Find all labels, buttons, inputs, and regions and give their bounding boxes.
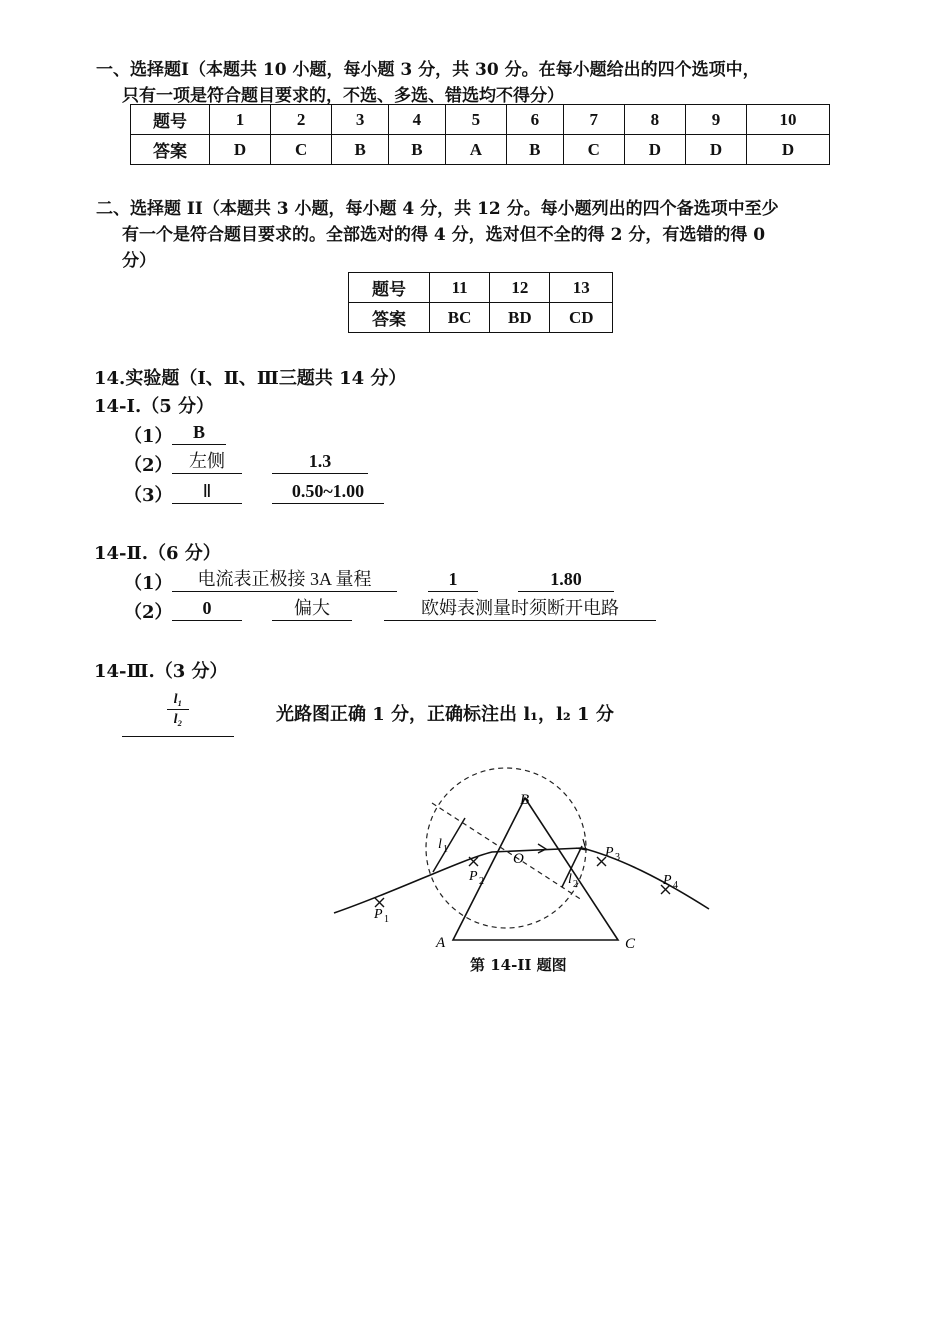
table-row-answers	[349, 303, 613, 333]
label-P2-sub: 2	[479, 876, 484, 887]
section1-line2: 只有一项是符合题目要求的，不选、多选、错选均不得分）	[122, 86, 564, 106]
table-row-numbers	[131, 105, 830, 135]
label-l2-sub: 2	[573, 879, 578, 890]
fraction-numerator: l₁	[173, 692, 183, 707]
label-P3-sub: 3	[615, 852, 620, 863]
table-cell: 3	[332, 105, 389, 135]
label-l2: l	[568, 872, 572, 887]
table-cell: A	[445, 135, 506, 165]
table-header-ans: 答案	[349, 303, 430, 333]
label-P4-sub: 4	[673, 880, 678, 891]
answer-blank: B	[172, 420, 226, 445]
table-cell: D	[624, 135, 685, 165]
answer-blank: 0	[172, 596, 242, 621]
section2-line1: 二、选择题 II（本题共 3 小题，每小题 4 分，共 12 分。每小题列出的四个备选项中至少	[96, 199, 779, 219]
label-A: A	[436, 935, 446, 951]
q14-part1-title: 14-Ⅰ.（5 分）	[94, 396, 214, 417]
answer-blank: 偏大	[272, 596, 352, 621]
table-cell: 5	[445, 105, 506, 135]
fraction-denominator: l₂	[173, 712, 183, 727]
label-P4: P	[663, 873, 672, 888]
label-P1-sub: 1	[384, 914, 389, 925]
table-cell: 1	[210, 105, 271, 135]
q14-title: 14.实验题（Ⅰ、Ⅱ、Ⅲ三题共 14 分）	[94, 368, 407, 389]
section2-line3: 分）	[122, 251, 156, 271]
label-l1-sub: 1	[443, 844, 448, 855]
table-cell: 10	[747, 105, 830, 135]
table-row-numbers	[349, 273, 613, 303]
table-header-no: 题号	[349, 273, 430, 303]
table-cell: 11	[430, 273, 490, 303]
label-C: C	[625, 936, 636, 952]
fraction-bar	[167, 709, 189, 710]
q14-2-2-label: （2）	[124, 602, 173, 623]
q14-2-1-label: （1）	[124, 573, 173, 594]
table-cell: 4	[389, 105, 446, 135]
table-cell: 13	[550, 273, 613, 303]
prism-triangle	[453, 798, 618, 940]
table-cell: 7	[563, 105, 624, 135]
answer-blank: 1.80	[518, 567, 614, 592]
answer-blank: 欧姆表测量时须断开电路	[384, 596, 656, 621]
q14-1-3-label: （3）	[124, 485, 173, 506]
dashed-circle	[426, 768, 586, 928]
table-cell: 2	[271, 105, 332, 135]
section2-line2: 有一个是符合题目要求的。全部选对的得 4 分，选对但不全的得 2 分，有选错的得 0	[122, 225, 766, 245]
table-header-ans: 答案	[131, 135, 210, 165]
table-cell: C	[563, 135, 624, 165]
q14-part2-title: 14-Ⅱ.（6 分）	[94, 543, 221, 564]
section1-answer-table	[130, 104, 830, 165]
label-O: O	[513, 851, 524, 867]
label-P1: P	[374, 907, 383, 922]
prism-light-path-figure	[320, 760, 720, 980]
q14-1-2-label: （2）	[124, 455, 173, 476]
answer-blank: 1.3	[272, 449, 368, 474]
section1-heading	[96, 57, 876, 109]
table-row-answers	[131, 135, 830, 165]
table-cell: 12	[490, 273, 550, 303]
q14-part3-title: 14-Ⅲ.（3 分）	[94, 661, 228, 682]
table-cell: 8	[624, 105, 685, 135]
answer-blank: 左侧	[172, 449, 242, 474]
answer-blank: 1	[428, 567, 478, 592]
table-cell: 9	[685, 105, 746, 135]
table-cell: B	[332, 135, 389, 165]
table-header-no: 题号	[131, 105, 210, 135]
label-P2: P	[469, 869, 478, 884]
label-P3: P	[605, 845, 614, 860]
pin-p1-mark	[375, 898, 384, 907]
table-cell: D	[210, 135, 271, 165]
table-cell: BC	[430, 303, 490, 333]
table-cell: BD	[490, 303, 550, 333]
answer-blank: 电流表正极接 3A 量程	[172, 567, 397, 592]
table-cell: D	[685, 135, 746, 165]
section1-line1: 一、选择题Ⅰ（本题共 10 小题，每小题 3 分，共 30 分。在每小题给出的四个选项中，	[96, 60, 760, 80]
table-cell: C	[271, 135, 332, 165]
q14-part3-note: 光路图正确 1 分，正确标注出 l₁，l₂ 1 分	[276, 704, 614, 725]
table-cell: D	[747, 135, 830, 165]
table-cell: CD	[550, 303, 613, 333]
section2-heading	[96, 196, 876, 274]
section2-answer-table	[348, 272, 613, 333]
table-cell: B	[506, 135, 563, 165]
ray-arrow	[538, 844, 546, 853]
figure-caption: 第 14-II 题图	[470, 956, 567, 974]
table-cell: 6	[506, 105, 563, 135]
answer-blank: 0.50~1.00	[272, 479, 384, 504]
label-B: B	[520, 792, 530, 808]
q14-1-1-label: （1）	[124, 426, 173, 447]
table-cell: B	[389, 135, 446, 165]
label-l1: l	[438, 837, 442, 852]
answer-blank: Ⅱ	[172, 479, 242, 504]
fraction-answer	[122, 690, 234, 737]
